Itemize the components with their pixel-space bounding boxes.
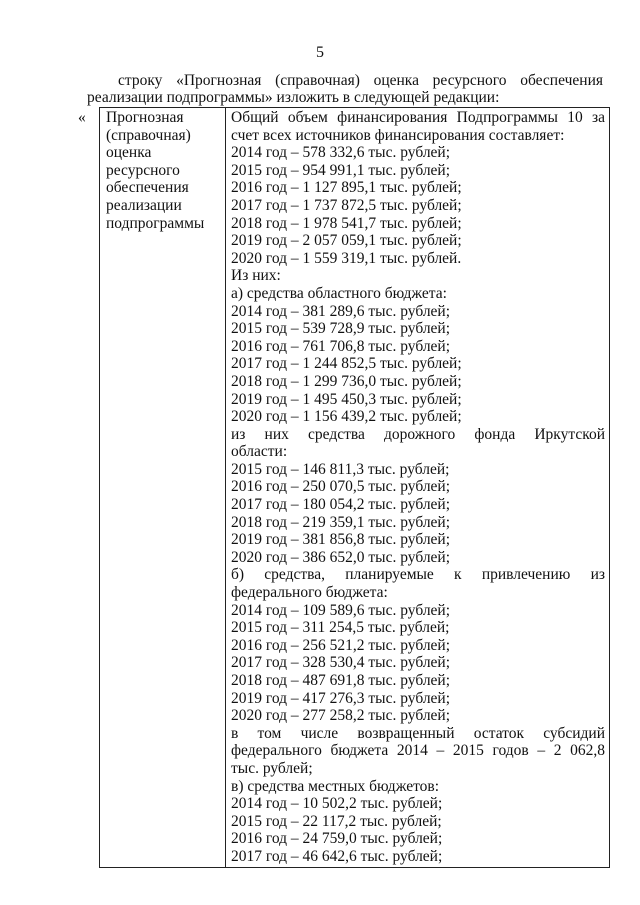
of-them-label: Из них: (231, 267, 281, 285)
road-fund-year-line: 2018 год – 219 359,1 тыс. рублей; (231, 513, 451, 531)
federal-year-line: 2015 год – 311 254,5 тыс. рублей; (231, 619, 450, 637)
returned-balance-text: в том числе возвращенный остаток субсидий (231, 724, 605, 742)
road-fund-list (231, 461, 605, 567)
federal-year-line: 2014 год – 109 589,6 тыс. рублей; (231, 601, 451, 619)
returned-balance-text-cont: федерального бюджета 2014 – 2015 годов – 2 062,8 (231, 742, 605, 760)
regional-year-line: 2014 год – 381 289,6 тыс. рублей; (231, 302, 451, 320)
regional-year-line: 2015 год – 539 728,9 тыс. рублей; (231, 320, 451, 338)
regional-year-line: 2019 год – 1 495 450,3 тыс. рублей; (231, 390, 462, 408)
road-fund-year-line: 2019 год – 381 856,8 тыс. рублей; (231, 531, 451, 549)
total-year-line: 2020 год – 1 559 319,1 тыс. рублей. (231, 249, 462, 267)
federal-budget-heading: б) средства, планируемые к привлечению из (231, 566, 605, 584)
road-fund-heading: из них средства дорожного фонда Иркутской (231, 425, 605, 443)
federal-year-line: 2019 год – 417 276,3 тыс. рублей; (231, 689, 451, 707)
label-line: оценка (106, 144, 152, 162)
label-line: реализации (106, 196, 182, 214)
funding-details-cell (226, 108, 610, 868)
federal-year-line: 2018 год – 487 691,8 тыс. рублей; (231, 672, 451, 689)
page-number: 5 (316, 44, 324, 61)
total-year-line: 2015 год – 954 991,1 тыс. рублей; (231, 161, 451, 179)
intro-line-1: строку «Прогнозная (справочная) оценка ресурсного обеспечения (118, 72, 603, 89)
total-year-line: 2017 год – 1 737 872,5 тыс. рублей; (231, 196, 462, 214)
federal-year-line: 2016 год – 256 521,2 тыс. рублей; (231, 636, 451, 654)
local-year-line: 2016 год – 24 759,0 тыс. рублей; (231, 830, 443, 848)
regional-year-line: 2016 год – 761 706,8 тыс. рублей; (231, 337, 451, 355)
total-year-line: 2016 год – 1 127 895,1 тыс. рублей; (231, 179, 462, 197)
label-line: подпрограммы (106, 214, 205, 232)
road-fund-year-line: 2017 год – 180 054,2 тыс. рублей; (231, 496, 451, 514)
label-line: ресурсного (106, 161, 180, 179)
opening-quote-mark: « (78, 109, 86, 126)
total-year-line: 2019 год – 2 057 059,1 тыс. рублей; (231, 232, 462, 250)
road-fund-heading-cont: области: (231, 443, 288, 461)
funding-table (99, 107, 610, 868)
road-fund-year-line: 2016 год – 250 070,5 тыс. рублей; (231, 478, 451, 496)
total-year-line: 2018 год – 1 978 541,7 тыс. рублей; (231, 214, 462, 232)
regional-budget-heading: а) средства областного бюджета: (231, 284, 447, 302)
row-label-cell (100, 108, 226, 868)
federal-year-line: 2020 год – 277 258,2 тыс. рублей; (231, 707, 451, 725)
total-year-line: 2014 год – 578 332,6 тыс. рублей; (231, 144, 451, 162)
local-year-line: 2017 год – 46 642,6 тыс. рублей; (231, 847, 443, 865)
local-year-line: 2014 год – 10 502,2 тыс. рублей; (231, 795, 443, 813)
regional-year-line: 2020 год – 1 156 439,2 тыс. рублей; (231, 408, 462, 426)
federal-funding-list (231, 602, 605, 725)
label-line: обеспечения (106, 179, 189, 197)
returned-balance-text-end: тыс. рублей; (231, 759, 313, 777)
intro-line-2: реализации подпрограммы» изложить в следующей редакции: (87, 89, 500, 106)
label-line: (справочная) (106, 126, 191, 144)
regional-year-line: 2017 год – 1 244 852,5 тыс. рублей; (231, 355, 462, 373)
local-budget-heading: в) средства местных бюджетов: (231, 777, 440, 795)
federal-budget-heading-cont: федерального бюджета: (231, 584, 388, 602)
total-funding-list (231, 144, 605, 267)
label-line: Прогнозная (106, 109, 184, 126)
local-funding-list (231, 795, 605, 865)
local-year-line: 2015 год – 22 117,2 тыс. рублей; (231, 812, 442, 830)
header-line: Общий объем финансирования Подпрограммы 10 за (231, 109, 605, 126)
intro-paragraph (87, 72, 603, 106)
header-line: счет всех источников финансирования составляет: (231, 126, 565, 144)
table-row (100, 108, 610, 868)
regional-year-line: 2018 год – 1 299 736,0 тыс. рублей; (231, 372, 462, 390)
regional-funding-list (231, 303, 605, 426)
road-fund-year-line: 2015 год – 146 811,3 тыс. рублей; (231, 460, 450, 478)
road-fund-year-line: 2020 год – 386 652,0 тыс. рублей; (231, 548, 451, 566)
federal-year-line: 2017 год – 328 530,4 тыс. рублей; (231, 654, 451, 672)
